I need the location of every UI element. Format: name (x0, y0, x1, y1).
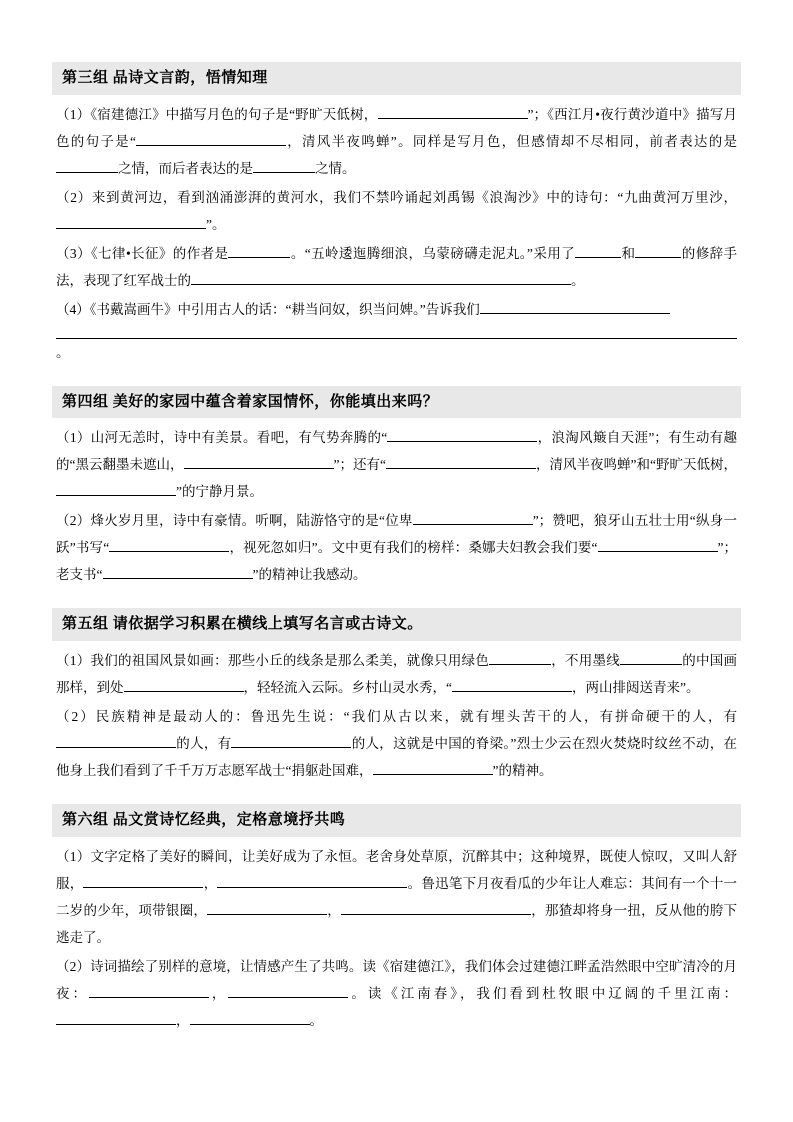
answer-blank[interactable] (184, 455, 334, 470)
question-g3q3 (56, 240, 737, 294)
question-text: 。 (309, 1012, 323, 1028)
answer-blank[interactable] (109, 538, 229, 553)
question-text: 和 (621, 245, 636, 261)
question-text: ， (208, 985, 229, 1001)
answer-blank[interactable] (56, 1010, 176, 1025)
section-gap (52, 794, 741, 804)
answer-blank[interactable] (56, 482, 176, 497)
answer-blank[interactable] (620, 651, 682, 666)
question-g5q1 (56, 647, 737, 701)
question-text: ， (176, 1012, 190, 1028)
answer-blank[interactable] (480, 299, 670, 314)
section-header: 第四组 美好的家园中蕴含着家国情怀，你能填出来吗？ (52, 386, 741, 419)
question-g3q4 (56, 296, 737, 366)
answer-blank[interactable] (103, 565, 253, 580)
answer-blank[interactable] (83, 873, 203, 888)
question-text: 的人，这就是中国的脊梁。”烈士少云在烈火焚烧时纹丝不动，在他身上我们看到了千千万万志愿军战士“捐躯赴国难， (56, 736, 737, 779)
question-text: （1）《宿建德江》中描写月色的句子是“野旷天低树， (56, 106, 378, 122)
question-text: ”；《西江月•夜行黄沙道中》描写月色的句子是“ (56, 106, 737, 149)
answer-blank[interactable] (124, 678, 244, 693)
answer-blank[interactable] (341, 900, 531, 915)
question-g4q2 (56, 507, 737, 588)
question-text: 。“五岭逶迤腾细浪，乌蒙磅礴走泥丸。”采用了 (290, 245, 576, 261)
question-text: 。 (571, 272, 585, 288)
answer-blank[interactable] (89, 983, 209, 998)
answer-blank[interactable] (413, 511, 533, 526)
question-text: ，浪淘风簸自天涯”；有生动有趣的“黑云翻墨未遮山， (56, 430, 737, 473)
answer-blank[interactable] (635, 243, 681, 258)
question-text: （3）《七律•长征》的作者是 (56, 245, 229, 261)
question-text: （4）《书戴嵩画牛》中引用古人的话：“耕当问奴，织当问婢。”告诉我们 (56, 301, 480, 317)
question-text: 之情，而后者表达的是 (118, 160, 253, 176)
answer-blank[interactable] (56, 323, 737, 339)
question-text: ，视死忽如归”。文中更有我们的榜样：桑娜夫妇教会我们要“ (229, 540, 598, 556)
question-text: 的修辞手法，表现了红军战士的 (56, 245, 738, 288)
answer-blank[interactable] (575, 243, 621, 258)
answer-blank[interactable] (217, 873, 407, 888)
section-header: 第六组 品文赏诗忆经典，定格意境抒共鸣 (52, 804, 741, 837)
section-body (52, 95, 741, 370)
question-text: ”；赞吧，狼牙山五壮士用“纵身一跃”书写“ (56, 513, 738, 556)
question-g6q2 (56, 953, 737, 1034)
question-text: （1）山河无恙时，诗中有美景。看吧，有气势奔腾的“ (56, 430, 388, 446)
question-text: ”。 (206, 216, 226, 232)
question-text: ”；老支书“ (56, 540, 738, 583)
answer-blank[interactable] (387, 428, 537, 443)
section-gap (52, 598, 741, 608)
answer-blank[interactable] (56, 214, 206, 229)
section-group4 (52, 386, 741, 593)
question-text: ， (203, 875, 218, 891)
answer-blank[interactable] (231, 734, 351, 749)
answer-blank[interactable] (228, 243, 290, 258)
section-header: 第三组 品诗文言韵，悟情知理 (52, 62, 741, 95)
answer-blank[interactable] (136, 131, 286, 146)
question-text: （1）我们的祖国风景如画：那些小丘的线条是那么柔美，就像只用绿色 (56, 653, 490, 669)
answer-blank[interactable] (228, 983, 348, 998)
question-g3q2 (56, 184, 737, 238)
section-header: 第五组 请依据学习积累在横线上填写名言或古诗文。 (52, 608, 741, 641)
question-text: ”的宁静月景。 (176, 484, 263, 500)
question-g5q2 (56, 703, 737, 784)
question-text: 的中国画那样，到处 (56, 653, 738, 696)
question-g3q1 (56, 101, 737, 182)
question-text: 之情。 (315, 160, 356, 176)
question-text: ，清风半夜鸣蝉”和“野旷天低树， (536, 457, 738, 473)
question-text: （2）诗词描绘了别样的意境，让情感产生了共鸣。读《宿建德江》，我们体会过建德江畔孟浩然眼中空旷清冷的月夜： (56, 958, 737, 1001)
answer-blank[interactable] (373, 761, 493, 776)
question-text: ，不用墨线 (551, 653, 621, 669)
section-gap (52, 1044, 741, 1054)
section-group5 (52, 608, 741, 788)
answer-blank[interactable] (452, 678, 572, 693)
section-gap (52, 376, 741, 386)
question-text: ， (327, 902, 342, 918)
section-group6 (52, 804, 741, 1038)
question-text: ”；还有“ (333, 457, 387, 473)
question-text: （2）来到黄河边，看到汹涌澎湃的黄河水，我们不禁吟诵起刘禹锡《浪淘沙》中的诗句：“九曲黄河万里沙， (56, 189, 737, 205)
question-text: （2）民族精神是最动人的：鲁迅先生说：“我们从古以来，就有埋头苦干的人，有拼命硬干的人，有 (56, 709, 737, 725)
question-g4q1 (56, 424, 737, 505)
question-g6q1 (56, 843, 737, 951)
question-text: ，轻轻流入云际。乡村山灵水秀，“ (243, 680, 452, 696)
question-text: （2）烽火岁月里，诗中有豪情。听啊，陆游恪守的是“位卑 (56, 513, 413, 529)
question-text: 。 (56, 344, 70, 360)
section-body (52, 641, 741, 788)
question-text: ”的精神。 (492, 763, 553, 779)
section-body (52, 837, 741, 1038)
answer-blank[interactable] (56, 734, 176, 749)
question-text: ”的精神让我感动。 (252, 567, 367, 583)
question-text: ，那猹却将身一扭，反从他的胯下逃走了。 (56, 902, 738, 945)
answer-blank[interactable] (207, 900, 327, 915)
section-group3 (52, 62, 741, 370)
question-text: ，清风半夜鸣蝉”。同样是写月色，但感情却不尽相同，前者表达的是 (285, 133, 737, 149)
answer-blank[interactable] (489, 651, 551, 666)
answer-blank[interactable] (253, 158, 315, 173)
answer-blank[interactable] (386, 455, 536, 470)
question-text: （1）文字定格了美好的瞬间，让美好成为了永恒。老舍身处草原，沉醉其中；这种境界，既使人惊叹，又叫人舒服， (56, 848, 737, 891)
answer-blank[interactable] (381, 270, 571, 285)
answer-blank[interactable] (598, 538, 718, 553)
question-text: 。鲁迅笔下月夜看瓜的少年让人难忘：其间有一个十一二岁的少年，项带银圈， (56, 875, 738, 918)
answer-blank[interactable] (190, 1010, 310, 1025)
answer-blank[interactable] (191, 270, 381, 285)
answer-blank[interactable] (56, 158, 118, 173)
sections-container (52, 62, 741, 1054)
section-body (52, 418, 741, 592)
question-text: 的人，有 (176, 736, 232, 752)
question-text: ，两山排闼送青来”。 (572, 680, 700, 696)
answer-blank[interactable] (378, 104, 528, 119)
question-text: 。读《江南春》，我们看到杜牧眼中辽阔的千里江南： (348, 985, 738, 1001)
